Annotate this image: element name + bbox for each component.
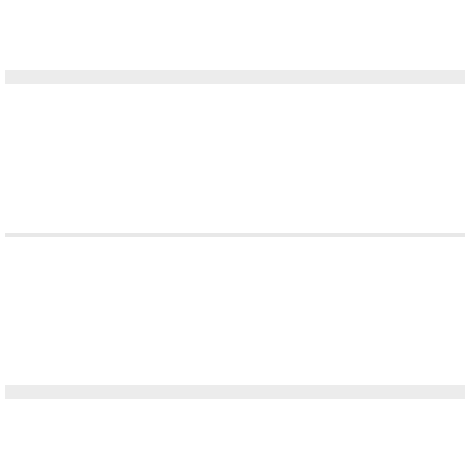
month-header-bar xyxy=(5,70,465,84)
spiral-binding xyxy=(5,218,465,254)
month-footer-bar xyxy=(5,385,465,399)
week-days-top xyxy=(5,88,465,216)
week-days-bottom xyxy=(5,256,465,384)
